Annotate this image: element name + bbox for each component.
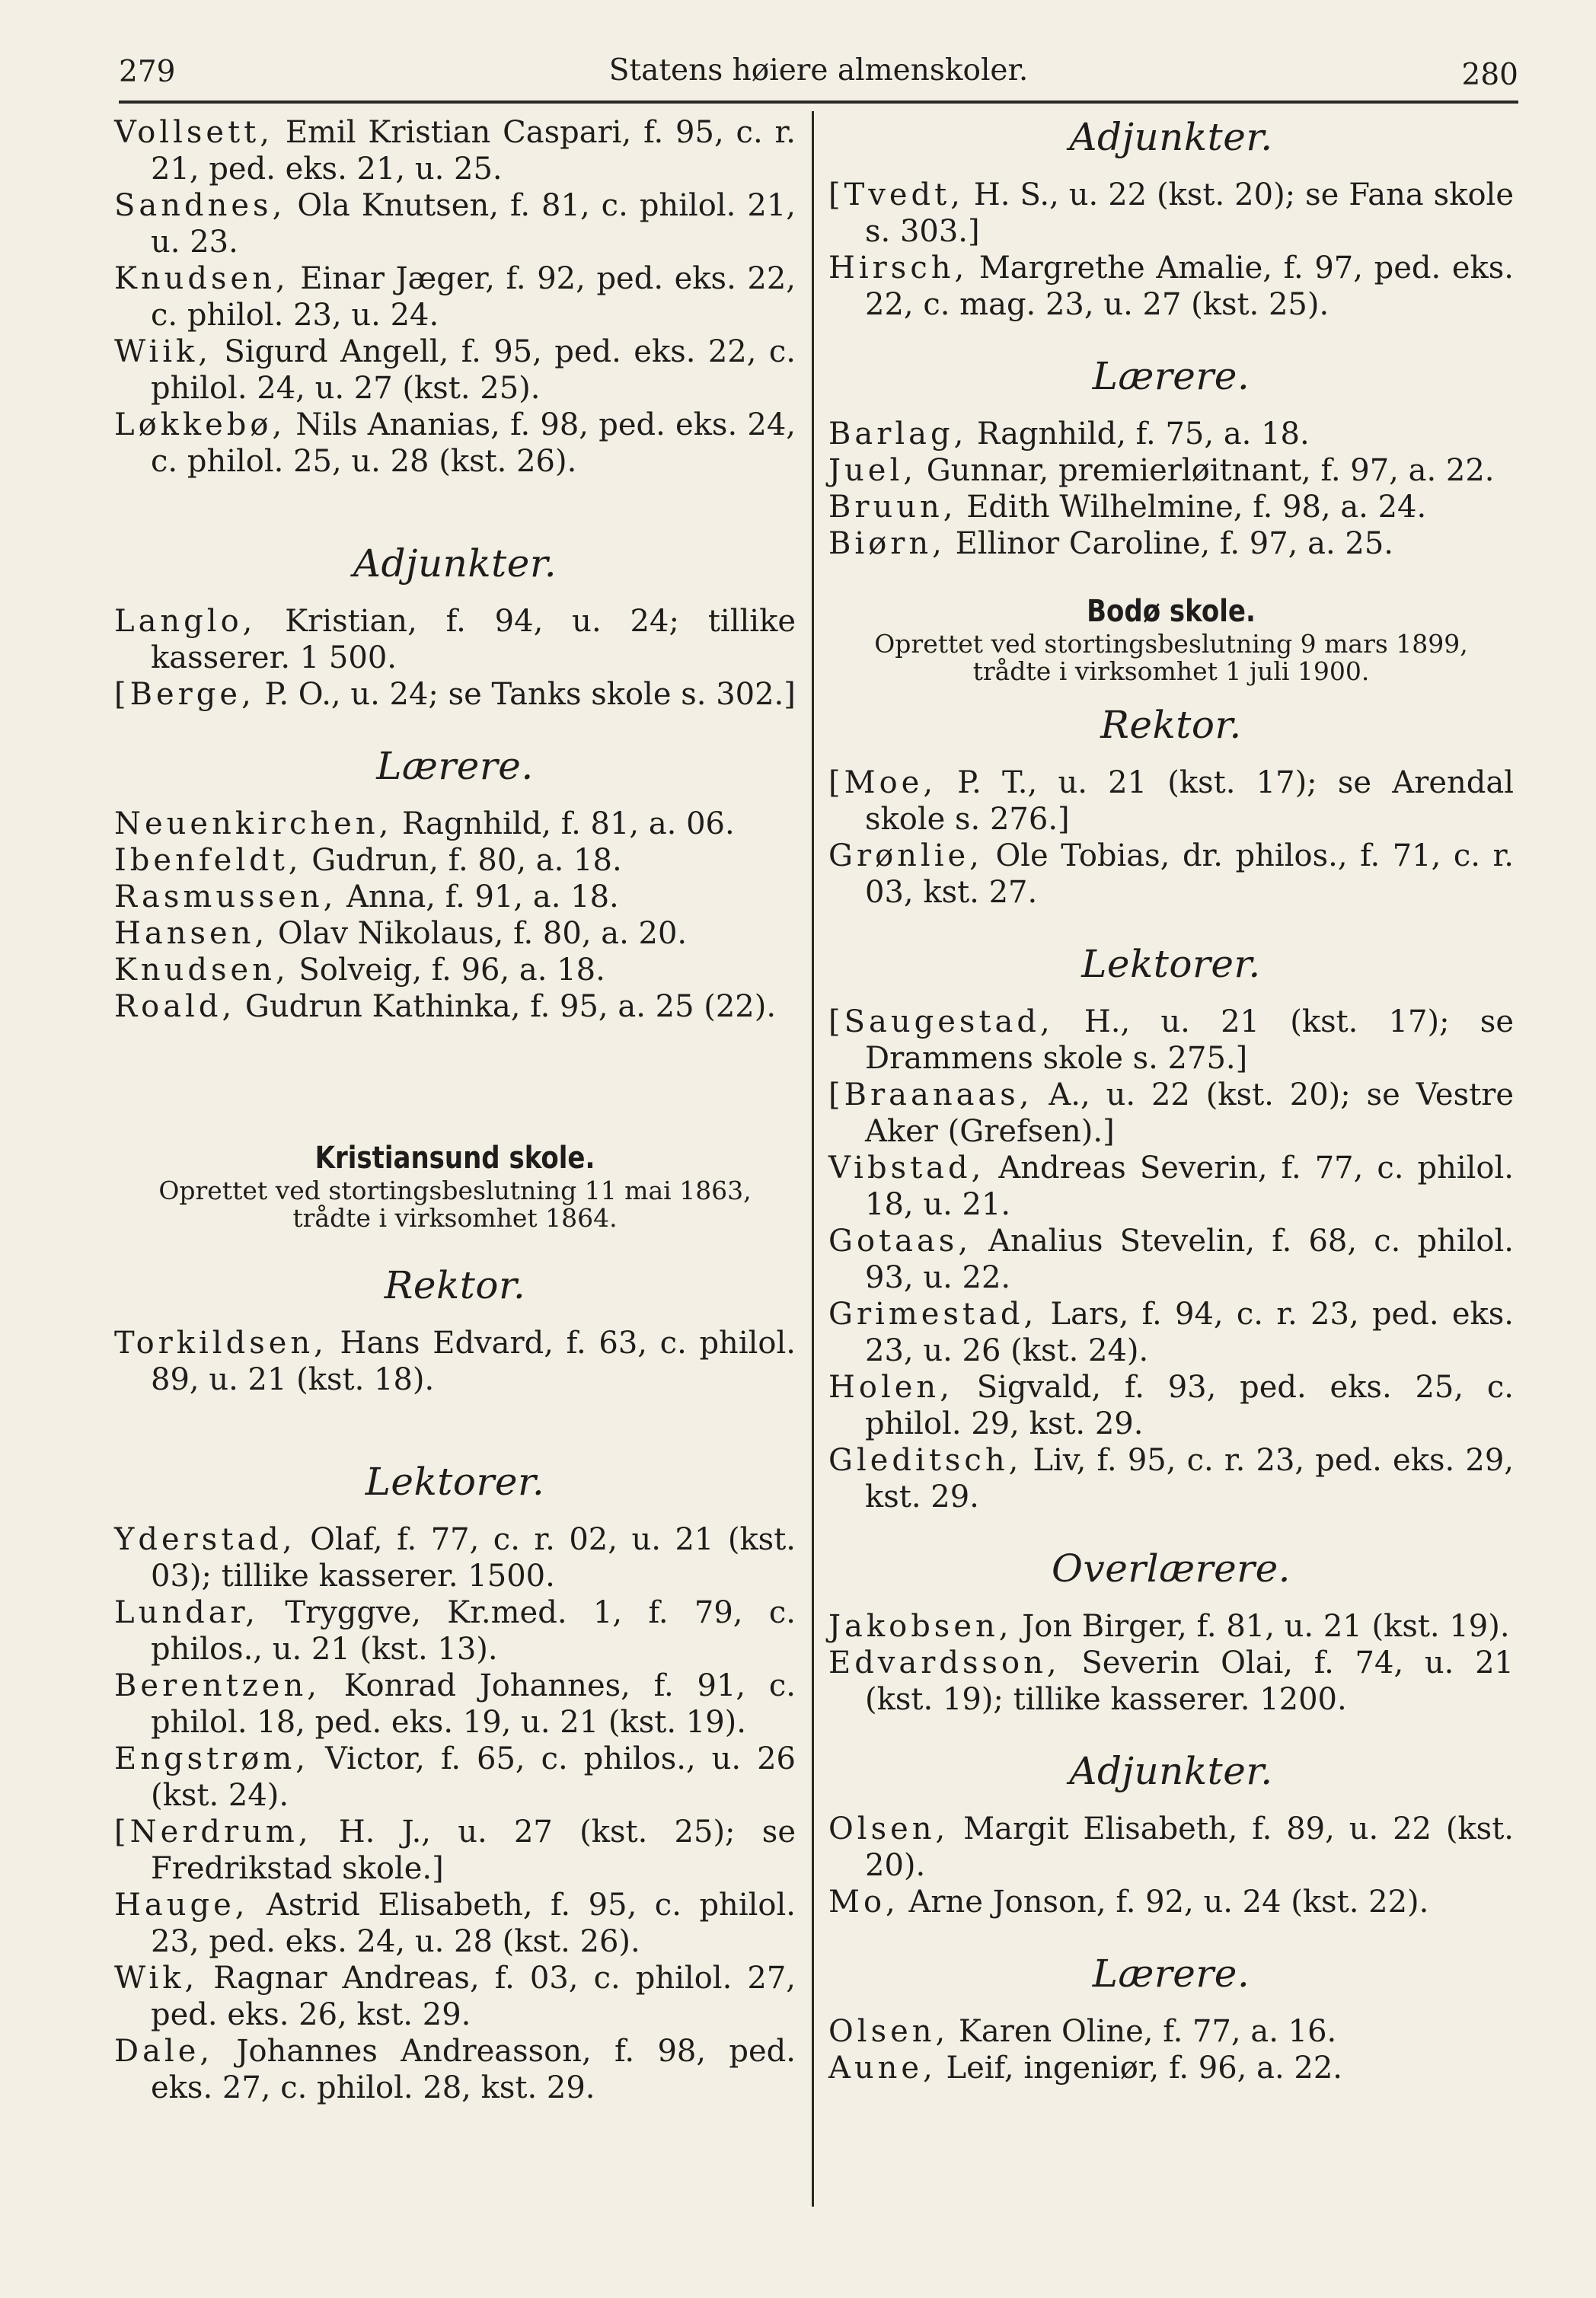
entry-name: Lundar, xyxy=(114,1595,259,1630)
entry-name: Torkildsen, xyxy=(114,1326,327,1361)
right-column xyxy=(828,114,1514,2086)
entry xyxy=(114,1521,796,1594)
entry-details: Sigurd Angell, f. 95, ped. eks. 22, c. philol. 24, u. 27 (kst. 25). xyxy=(151,334,796,406)
entry-list xyxy=(828,2013,1514,2086)
entry-name: Grønlie, xyxy=(828,838,983,873)
entry-list xyxy=(828,416,1514,562)
entry-name: Berentzen, xyxy=(114,1668,321,1703)
entry xyxy=(114,1741,796,1814)
entry-name: [Saugestad, xyxy=(828,1004,1054,1039)
entry xyxy=(114,1594,796,1668)
entry-details: Hans Edvard, f. 63, c. philol. 89, u. 21 (kst. 18). xyxy=(151,1326,796,1397)
page-number-right: 280 xyxy=(1461,58,1518,92)
entry xyxy=(828,2050,1514,2086)
entry-name: Langlo, xyxy=(114,604,257,639)
entry-name: Hansen, xyxy=(114,916,269,951)
entry xyxy=(114,1887,796,1960)
entry-details: Tryggve, Kr.med. 1, f. 79, c. philos., u. 21 (kst. 13). xyxy=(151,1595,796,1667)
entry-name: Wiik, xyxy=(114,334,212,369)
entry-details: H. J., u. 27 (kst. 25); se Fredrikstad skole.] xyxy=(151,1814,796,1886)
entry-name: [Berge, xyxy=(114,677,255,712)
entry-details: Anna, f. 91, a. 18. xyxy=(337,879,619,914)
entry-name: Barlag, xyxy=(828,417,968,452)
entry-name: Rasmussen, xyxy=(114,879,337,914)
entry-name: Olsen, xyxy=(828,1811,950,1846)
entry-details: A., u. 22 (kst. 20); se Vestre Aker (Grefsen).] xyxy=(865,1077,1514,1149)
section-heading-laerere: Lærere. xyxy=(1092,1952,1250,1996)
entry-name: Edvardsson, xyxy=(828,1645,1061,1680)
entry-name: Gleditsch, xyxy=(828,1443,1023,1478)
entry-list xyxy=(828,1608,1514,1718)
entry xyxy=(828,1077,1514,1150)
entry xyxy=(828,416,1514,452)
entry xyxy=(828,177,1514,250)
entry-name: Juel, xyxy=(828,453,917,488)
section-heading-laerere: Lærere. xyxy=(376,744,534,788)
entry xyxy=(114,915,796,952)
entry xyxy=(828,838,1514,911)
entry xyxy=(828,1296,1514,1369)
entry-details: Gudrun, f. 80, a. 18. xyxy=(302,843,622,878)
entry-details: Margit Elisabeth, f. 89, u. 22 (kst. 20). xyxy=(865,1811,1514,1883)
section-heading-adjunkter: Adjunkter. xyxy=(1069,115,1273,159)
entry xyxy=(828,1223,1514,1296)
entry-details: Olaf, f. 77, c. r. 02, u. 21 (kst. 03); tillike kasserer. 1500. xyxy=(151,1522,796,1594)
entry xyxy=(828,764,1514,838)
section-heading-rektor: Rektor. xyxy=(1100,703,1242,747)
entry-details: Severin Olai, f. 74, u. 21 (kst. 19); tillike kasserer. 1200. xyxy=(865,1645,1514,1717)
entry-details: H., u. 21 (kst. 17); se Drammens skole s. 275.] xyxy=(865,1004,1514,1076)
entry-name: [Tvedt, xyxy=(828,177,964,212)
entry xyxy=(114,2033,796,2106)
entry-details: P. T., u. 21 (kst. 17); se Arendal skole s. 276.] xyxy=(865,765,1514,837)
entry xyxy=(114,676,796,713)
entry-details: Liv, f. 95, c. r. 23, ped. eks. 29, kst. 29. xyxy=(865,1443,1514,1514)
entry-details: Ragnhild, f. 75, a. 18. xyxy=(967,417,1310,452)
entry-name: Gotaas, xyxy=(828,1224,972,1259)
entry xyxy=(828,1884,1514,1920)
entry xyxy=(828,1369,1514,1442)
entry-details: Einar Jæger, f. 92, ped. eks. 22, c. philol. 23, u. 24. xyxy=(151,261,796,333)
entry xyxy=(828,1150,1514,1223)
section-heading-laerere: Lærere. xyxy=(1092,354,1250,398)
entry-name: Bruun, xyxy=(828,490,957,525)
entry-details: Ole Tobias, dr. philos., f. 71, c. r. 03, kst. 27. xyxy=(865,838,1514,910)
entry-details: Gunnar, premierløitnant, f. 97, a. 22. xyxy=(916,453,1495,488)
entry-name: Holen, xyxy=(828,1370,953,1405)
entry xyxy=(828,525,1514,562)
entry-details: Ragnhild, f. 81, a. 06. xyxy=(392,806,735,841)
entry-name: [Moe, xyxy=(828,765,937,800)
entry-name: Vibstad, xyxy=(828,1151,985,1186)
entry-list xyxy=(114,1521,796,2106)
entry-details: Karen Oline, f. 77, a. 16. xyxy=(949,2014,1337,2049)
section-heading-lektorer: Lektorer. xyxy=(1081,942,1261,986)
entry xyxy=(828,2013,1514,2050)
entry xyxy=(828,452,1514,489)
entry-details: Leif, ingeniør, f. 96, a. 22. xyxy=(936,2051,1342,2086)
school-title-bodo: Bodø skole. xyxy=(1087,594,1256,629)
entry xyxy=(828,1811,1514,1884)
entry-name: Roald, xyxy=(114,989,236,1024)
entry-name: Sandnes, xyxy=(114,188,286,223)
entry xyxy=(114,260,796,334)
section-heading-adjunkter: Adjunkter. xyxy=(1069,1749,1273,1793)
entry-details: Ellinor Caroline, f. 97, a. 25. xyxy=(945,526,1393,561)
entry xyxy=(114,1325,796,1398)
entry-name: [Nerdrum, xyxy=(114,1814,312,1850)
entry-name: [Braanaas, xyxy=(828,1077,1033,1112)
entry-name: Ibenfeldt, xyxy=(114,843,302,878)
entry-details: Ragnar Andreas, f. 03, c. philol. 27, ped. eks. 26, kst. 29. xyxy=(151,1961,796,2032)
entry-details: Johannes Andreasson, f. 98, ped. eks. 27, c. philol. 28, kst. 29. xyxy=(151,2034,796,2105)
entry-name: Vollsett, xyxy=(114,115,273,150)
entry-name: Aune, xyxy=(828,2051,937,2086)
entry xyxy=(114,187,796,260)
entry-name: Engstrøm, xyxy=(114,1741,310,1776)
entry-details: Kristian, f. 94, u. 24; tillike kasserer. 1 500. xyxy=(151,604,796,675)
entry xyxy=(114,952,796,988)
entry xyxy=(114,988,796,1025)
entry-list xyxy=(114,806,796,1025)
entry xyxy=(114,1960,796,2033)
entry-name: Hauge, xyxy=(114,1888,249,1923)
entry xyxy=(114,603,796,676)
entry-details: Astrid Elisabeth, f. 95, c. philol. 23, ped. eks. 24, u. 28 (kst. 26). xyxy=(151,1888,796,1959)
entry-details: Nils Ananias, f. 98, ped. eks. 24, c. philol. 25, u. 28 (kst. 26). xyxy=(151,407,796,479)
header-rule xyxy=(119,101,1518,104)
entry-details: Emil Kristian Caspari, f. 95, c. r. 21, ped. eks. 21, u. 25. xyxy=(151,115,796,187)
entry-details: Ola Knutsen, f. 81, c. philol. 21, u. 23. xyxy=(151,188,796,260)
school-note-line-1: Oprettet ved stortingsbeslutning 11 mai 1863, xyxy=(158,1176,752,1205)
entry-name: Olsen, xyxy=(828,2014,950,2049)
entry-details: Edith Wilhelmine, f. 98, a. 24. xyxy=(956,490,1427,525)
page-number-left: 279 xyxy=(119,55,176,89)
entry-list xyxy=(828,1811,1514,1920)
section-heading-lektorer: Lektorer. xyxy=(365,1460,545,1504)
entry-name: Neuenkirchen, xyxy=(114,806,393,841)
entry-details: H. S., u. 22 (kst. 20); se Fana skole s. 303.] xyxy=(865,177,1514,249)
page-header xyxy=(119,47,1518,94)
entry-details: Olav Nikolaus, f. 80, a. 20. xyxy=(268,916,688,951)
entry xyxy=(828,1004,1514,1077)
entry-details: Jon Birger, f. 81, u. 21 (kst. 19). xyxy=(1012,1609,1510,1644)
entry-list xyxy=(828,177,1514,323)
entry-list xyxy=(114,1325,796,1398)
entry-details: Konrad Johannes, f. 91, c. philol. 18, ped. eks. 19, u. 21 (kst. 19). xyxy=(151,1668,796,1740)
entry-details: Andreas Severin, f. 77, c. philol. 18, u. 21. xyxy=(865,1151,1514,1222)
school-note-line-2: trådte i virksomhet 1864. xyxy=(292,1203,618,1233)
school-title-kristiansund: Kristiansund skole. xyxy=(314,1141,595,1176)
entry-name: Grimestad, xyxy=(828,1297,1038,1332)
entry-name: Løkkebø, xyxy=(114,407,286,442)
entry-list xyxy=(114,114,796,480)
entry xyxy=(828,250,1514,323)
entry-list xyxy=(828,764,1514,911)
entry-name: Biørn, xyxy=(828,526,946,561)
section-heading-adjunkter: Adjunkter. xyxy=(353,541,557,586)
entry-details: Gudrun Kathinka, f. 95, a. 25 (22). xyxy=(235,989,777,1024)
entry xyxy=(114,879,796,915)
entry xyxy=(114,1814,796,1887)
running-title: Statens høiere almenskoler. xyxy=(608,53,1029,88)
school-note-line-2: trådte i virksomhet 1 juli 1900. xyxy=(972,656,1370,686)
column-divider xyxy=(812,111,814,2207)
entry-details: Margrethe Amalie, f. 97, ped. eks. 22, c. mag. 23, u. 27 (kst. 25). xyxy=(865,251,1514,322)
entry-list xyxy=(114,603,796,713)
entry-name: Wik, xyxy=(114,1961,199,1996)
entry-name: Knudsen, xyxy=(114,261,289,296)
entry-details: Lars, f. 94, c. r. 23, ped. eks. 23, u. 26 (kst. 24). xyxy=(865,1297,1514,1368)
entry-name: Knudsen, xyxy=(114,953,289,988)
entry-name: Mo, xyxy=(828,1885,899,1920)
entry-details: Sigvald, f. 93, ped. eks. 25, c. philol. 29, kst. 29. xyxy=(865,1370,1514,1441)
entry xyxy=(114,334,796,407)
entry-name: Dale, xyxy=(114,2034,214,2069)
entry xyxy=(114,407,796,480)
school-note-line-1: Oprettet ved stortingsbeslutning 9 mars 1899, xyxy=(874,629,1468,659)
entry xyxy=(114,1668,796,1741)
section-heading-rektor: Rektor. xyxy=(384,1263,526,1307)
left-column xyxy=(114,114,796,2106)
entry-list xyxy=(828,1004,1514,1515)
entry xyxy=(828,489,1514,525)
entry xyxy=(114,114,796,187)
entry-details: Arne Jonson, f. 92, u. 24 (kst. 22). xyxy=(899,1885,1429,1920)
entry-name: Hirsch, xyxy=(828,251,969,286)
entry-details: Solveig, f. 96, a. 18. xyxy=(289,953,605,988)
entry xyxy=(114,806,796,842)
entry xyxy=(828,1645,1514,1718)
entry-name: Jakobsen, xyxy=(828,1609,1013,1644)
entry xyxy=(114,842,796,879)
section-heading-overlaerere: Overlærere. xyxy=(1051,1546,1291,1591)
entry-details: P. O., u. 24; se Tanks skole s. 302.] xyxy=(254,677,796,712)
entry-details: Analius Stevelin, f. 68, c. philol. 93, u. 22. xyxy=(865,1224,1514,1295)
entry-details: Victor, f. 65, c. philos., u. 26 (kst. 24). xyxy=(151,1741,796,1813)
entry xyxy=(828,1442,1514,1515)
entry-name: Yderstad, xyxy=(114,1522,296,1557)
entry xyxy=(828,1608,1514,1645)
